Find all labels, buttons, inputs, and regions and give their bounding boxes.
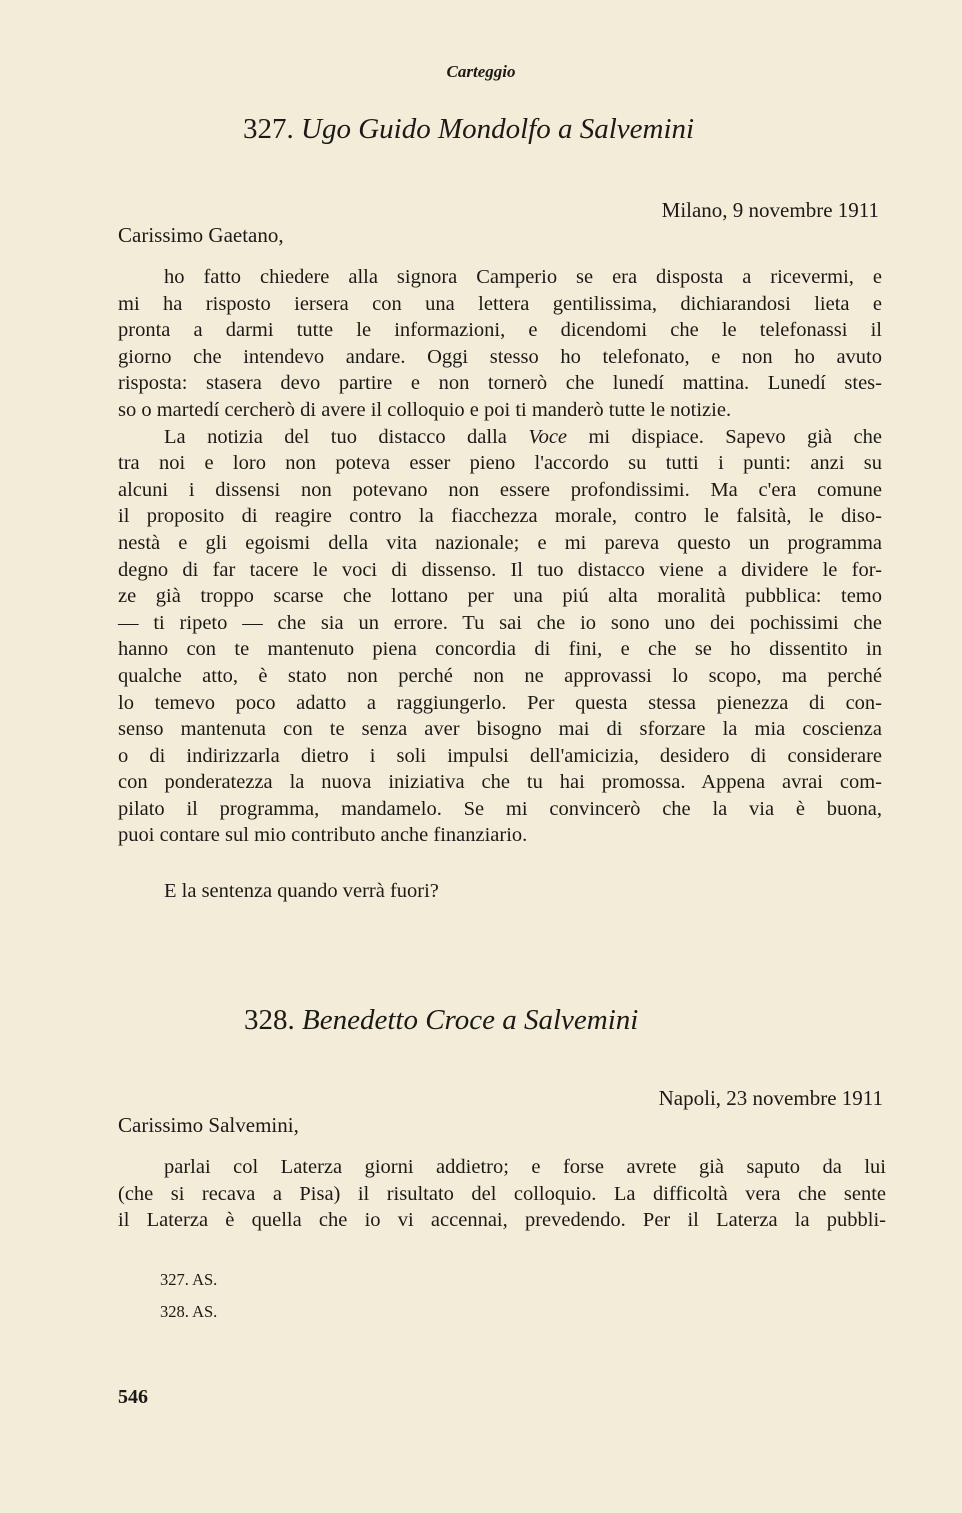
letter-327-title: Ugo Guido Mondolfo a Salvemini: [301, 113, 695, 145]
text-line: hanno con te mantenuto piena concordia di fini, e che se ho dissentito in: [118, 638, 882, 661]
letter-328-title: Benedetto Croce a Salvemini: [302, 1004, 639, 1036]
text-line: alcuni i dissensi non potevano non essere profondissimi. Ma c'era comune: [118, 478, 882, 501]
text-line: ze già troppo scarse che lottano per una piú alta moralità pubblica: temo: [118, 585, 882, 608]
text-line: so o martedí cercherò di avere il colloquio e poi ti manderò tutte le notizie.: [118, 398, 732, 421]
running-head: Carteggio: [446, 62, 516, 81]
text-line: tra noi e loro non poteva esser pieno l'accordo su tutti i punti: anzi su: [118, 452, 882, 475]
letter-328-body: [118, 1154, 886, 1234]
letter-328-number: 328.: [244, 1004, 295, 1036]
text-line: (che si recava a Pisa) il risultato del colloquio. La difficoltà vera che sente: [118, 1182, 886, 1205]
letter-328-dateline: Napoli, 23 novembre 1911: [658, 1086, 883, 1110]
text-fragment: mi dispiace. Sapevo già che: [567, 425, 882, 448]
text-line: il proposito di reagire contro la fiacchezza morale, contro le falsità, le diso-: [118, 505, 882, 528]
text-line: ho fatto chiedere alla signora Camperio se era disposta a ricevermi, e: [164, 266, 882, 288]
text-line: giorno che intendevo andare. Oggi stesso ho telefonato, e non ho avuto: [118, 345, 882, 368]
text-line: degno di far tacere le voci di dissenso. Il tuo distacco viene a dividere le for-: [118, 558, 882, 581]
text-line: o di indirizzarla dietro i soli impulsi dell'amicizia, desidero di considerare: [118, 744, 882, 767]
letter-328-salutation: Carissimo Salvemini,: [118, 1113, 299, 1137]
text-line: pilato il programma, mandamelo. Se mi convincerò che la via è buona,: [118, 797, 882, 820]
footnote-327: 327. AS.: [160, 1270, 218, 1289]
letter-327-body: [118, 264, 882, 849]
letter-327-heading: [243, 113, 694, 146]
text-line: senso mantenuta con te senza aver bisogno mai di sforzare la mia coscienza: [118, 718, 882, 741]
text-line: — ti ripeto — che sia un errore. Tu sai che io sono uno dei pochissimi che: [118, 611, 882, 634]
text-line: qualche atto, è stato non perché non ne approvassi lo scopo, ma perché: [118, 664, 882, 687]
text-line: mi ha risposto iersera con una lettera gentilissima, dichiarandosi lieta e: [118, 292, 882, 315]
text-line: con ponderatezza la nuova iniziativa che tu hai promossa. Appena avrai com-: [118, 771, 882, 794]
text-fragment: La notizia del tuo distacco dalla: [164, 425, 529, 448]
text-line: parlai col Laterza giorni addietro; e forse avrete già saputo da lui: [164, 1156, 886, 1178]
letter-327-dateline: Milano, 9 novembre 1911: [661, 198, 879, 222]
letter-327-postscript: E la sentenza quando verrà fuori?: [164, 880, 439, 902]
footnote-328: 328. AS.: [160, 1302, 218, 1321]
text-line: nestà e gli egoismi della vita nazionale; e mi pareva questo un programma: [118, 531, 882, 554]
page-number: 546: [118, 1386, 148, 1408]
text-line: risposta: stasera devo partire e non tornerò che lunedí mattina. Lunedí stes-: [118, 372, 882, 395]
text-line: [118, 424, 882, 451]
letter-327-number: 327.: [243, 113, 294, 145]
letter-328-heading: [244, 1004, 638, 1037]
text-line: pronta a darmi tutte le informazioni, e dicendomi che le telefonassi il: [118, 319, 882, 342]
text-line: puoi contare sul mio contributo anche finanziario.: [118, 824, 528, 847]
letter-327-salutation: Carissimo Gaetano,: [118, 223, 284, 247]
journal-title: Voce: [528, 425, 568, 448]
text-line: lo temevo poco adatto a raggiungerlo. Per questa stessa pienezza di con-: [118, 691, 882, 714]
text-line: il Laterza è quella che io vi accennai, prevedendo. Per il Laterza la pubbli-: [118, 1209, 886, 1232]
